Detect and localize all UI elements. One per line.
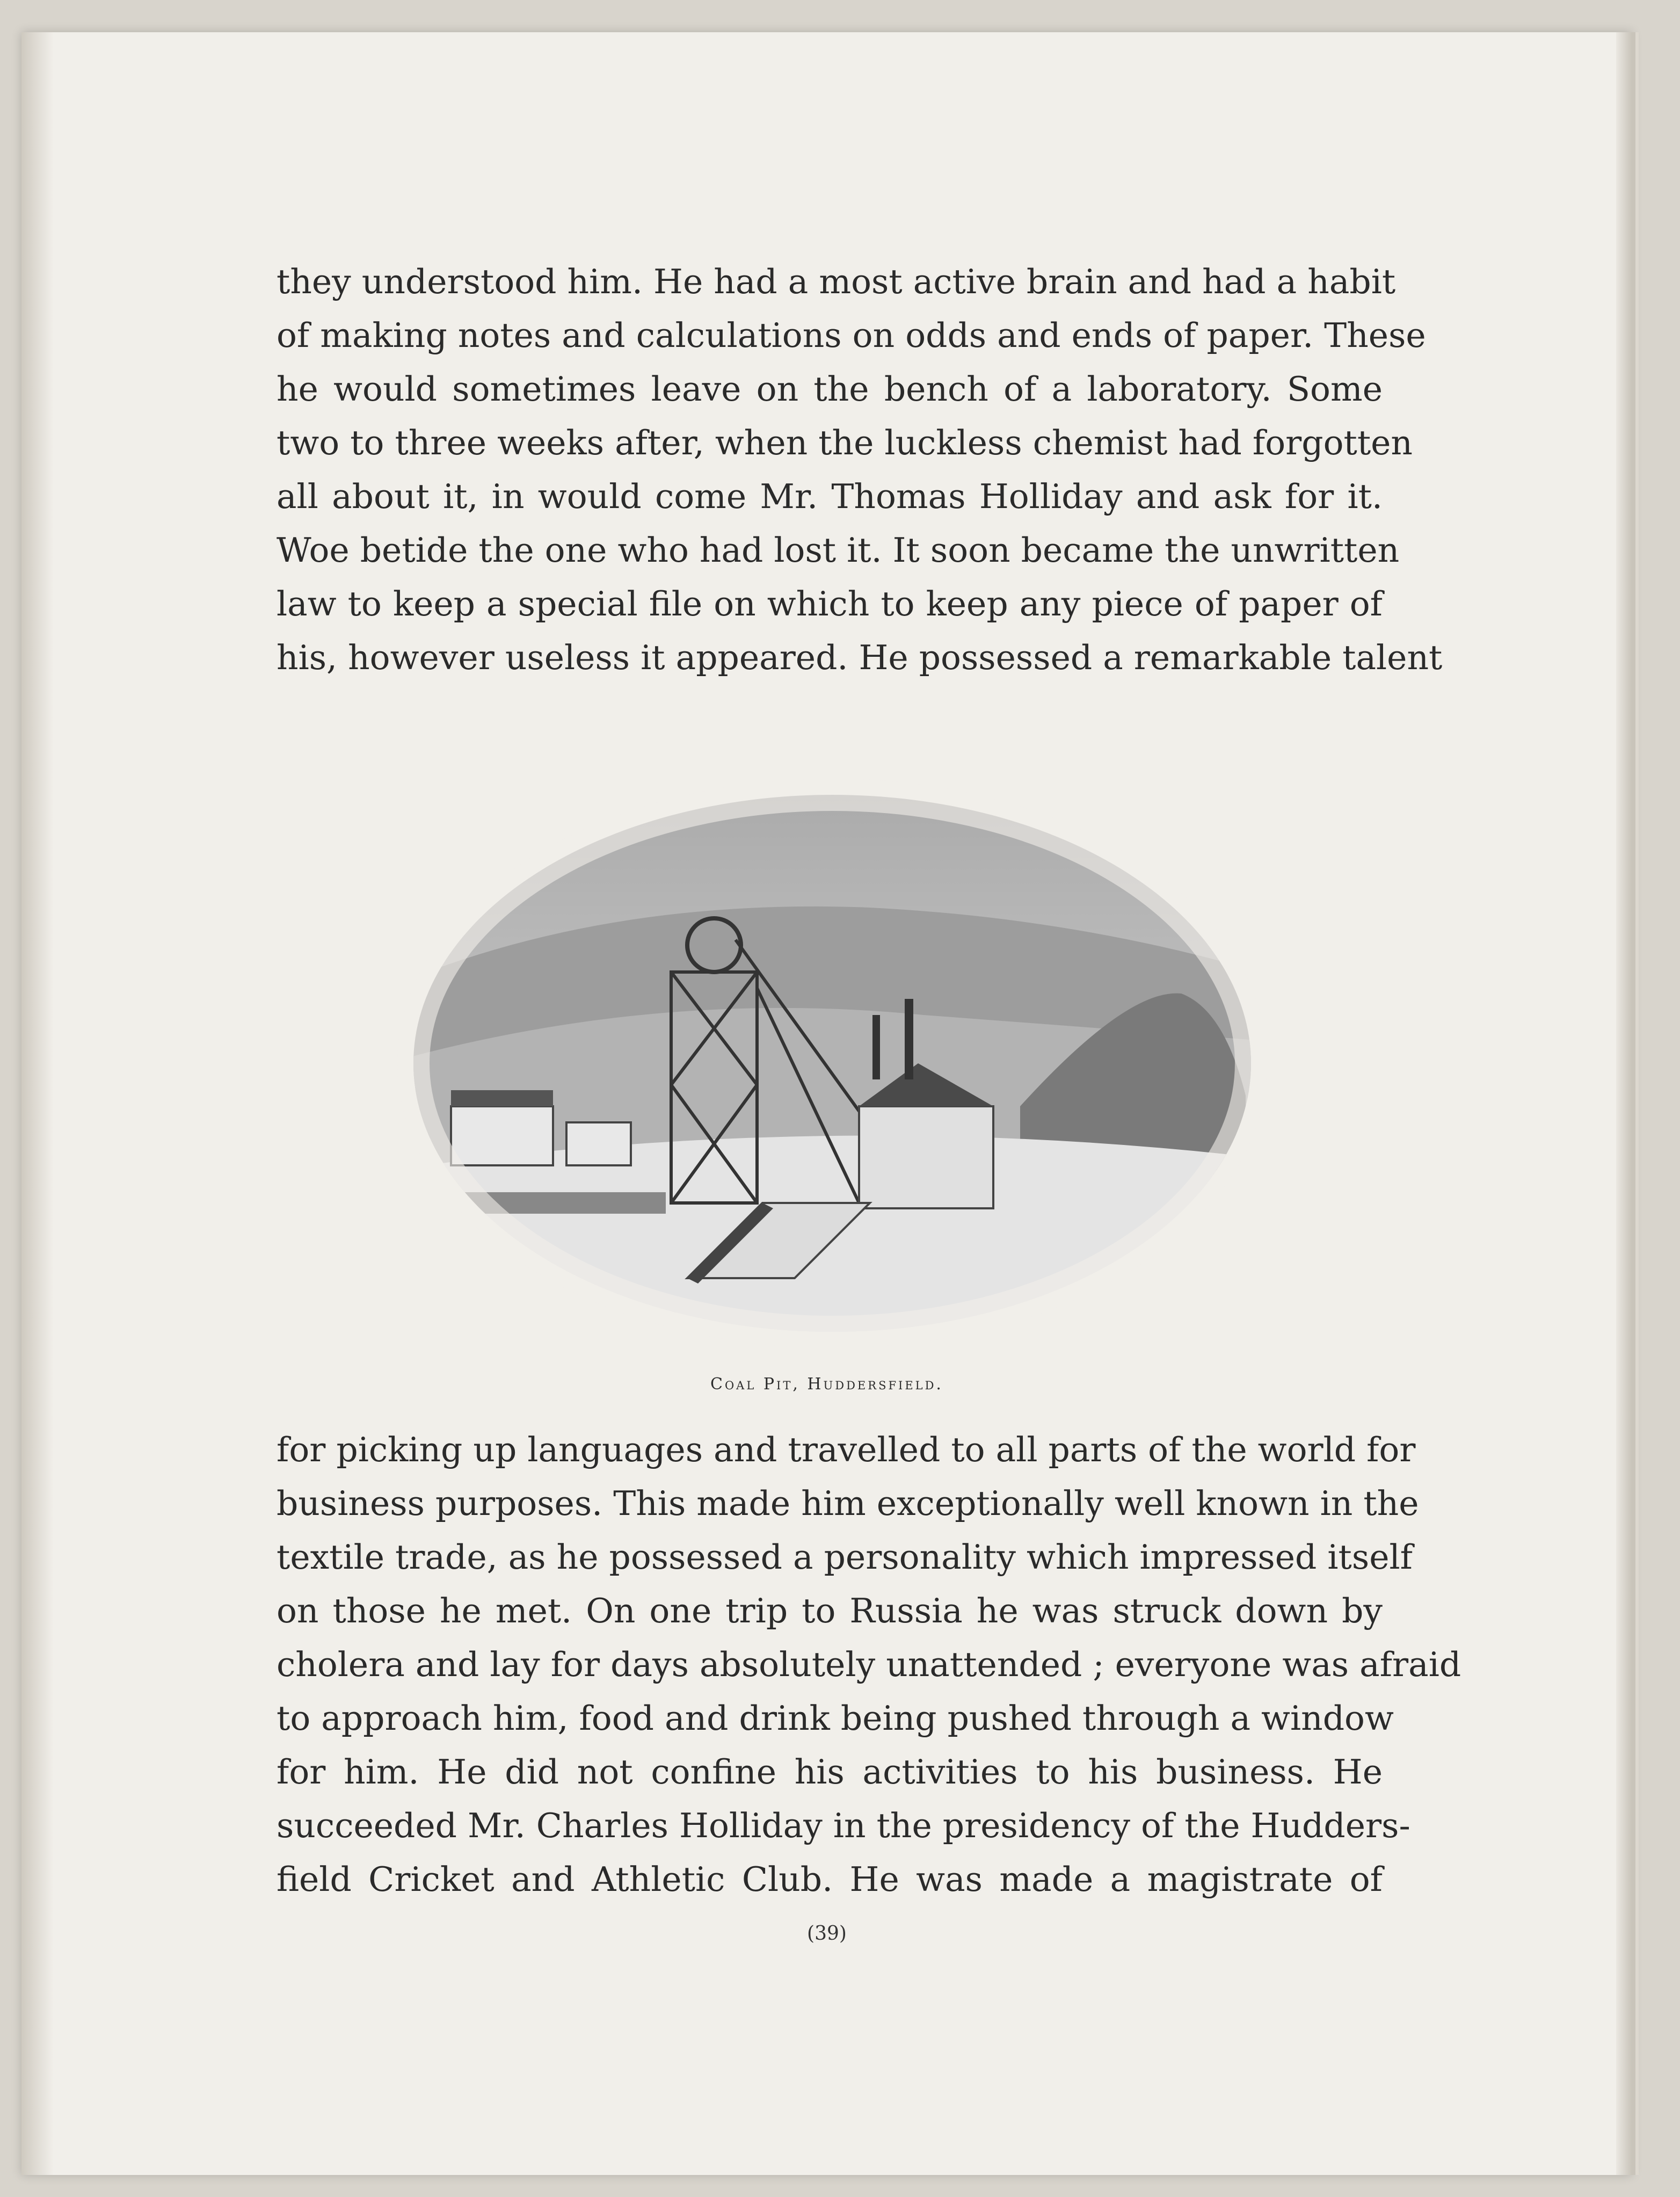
text-line: business purposes. This made him exceptionally well known in the xyxy=(277,1484,1419,1523)
text-line: cholera and lay for days absolutely unattended ; everyone was afraid xyxy=(277,1645,1461,1684)
text-line: succeeded Mr. Charles Holliday in the presidency of the Hudders- xyxy=(277,1806,1410,1845)
paragraph-bottom xyxy=(277,1423,1461,1906)
text-line: his, however useless it appeared. He possessed a remarkable talent xyxy=(277,638,1443,677)
text-line: two to three weeks after, when the luckless chemist had forgotten xyxy=(277,423,1413,462)
page-edge xyxy=(1616,32,1632,2175)
text-line: for picking up languages and travelled to all parts of the world for xyxy=(277,1430,1416,1469)
text-line: on those he met. On one trip to Russia he was struck down by xyxy=(277,1591,1383,1630)
text-line: textile trade, as he possessed a personality which impressed itself xyxy=(277,1538,1413,1577)
text-line: he would sometimes leave on the bench of a laboratory. Some xyxy=(277,369,1383,409)
coal-pit-illustration xyxy=(387,763,1278,1353)
page-gutter xyxy=(21,32,54,2175)
text-line: field Cricket and Athletic Club. He was made a magistrate of xyxy=(277,1860,1383,1899)
text-line: Woe betide the one who had lost it. It soon became the unwritten xyxy=(277,531,1400,570)
text-line: to approach him, food and drink being pushed through a window xyxy=(277,1699,1394,1738)
text-line: they understood him. He had a most active brain and had a habit xyxy=(277,262,1396,301)
text-line: for him. He did not confine his activities to his business. He xyxy=(277,1752,1383,1792)
text-line: law to keep a special file on which to keep any piece of paper of xyxy=(277,584,1383,623)
figure-caption: Coal Pit, Huddersfield. xyxy=(710,1375,943,1394)
paragraph-top xyxy=(277,255,1443,685)
book-page xyxy=(21,32,1632,2175)
text-line: of making notes and calculations on odds and ends of paper. These xyxy=(277,316,1426,355)
text-line: all about it, in would come Mr. Thomas Holliday and ask for it. xyxy=(277,477,1383,516)
page-number: (39) xyxy=(807,1923,847,1945)
